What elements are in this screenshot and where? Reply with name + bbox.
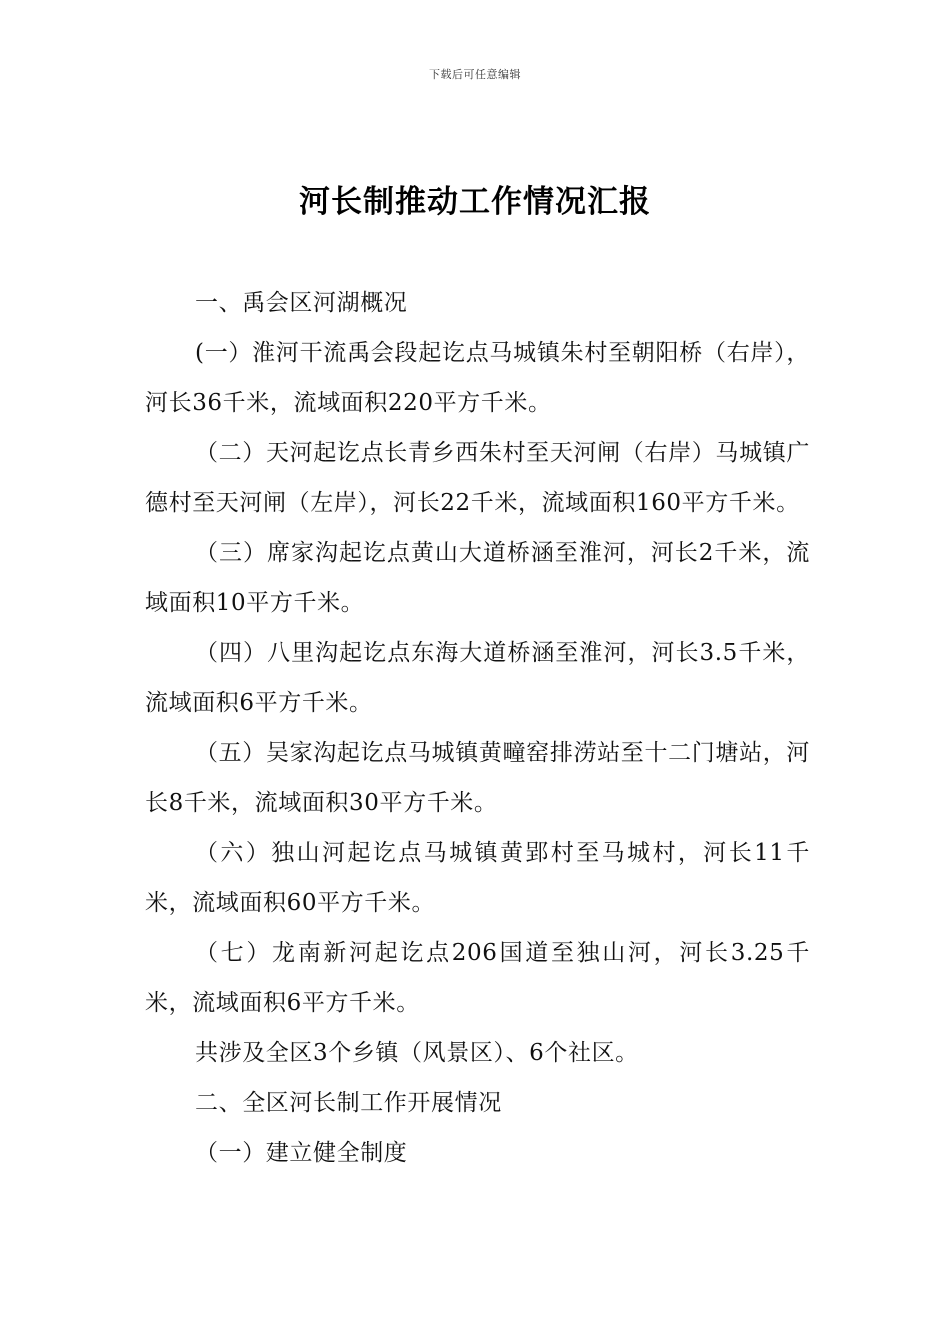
section-heading-2: 二、全区河长制工作开展情况 [195, 1090, 502, 1116]
paragraph-river-2: （二）天河起讫点长青乡西朱村至天河闸（右岸）马城镇广德村至天河闸（左岸），河长22千米，流域面积160平方千米。 [145, 440, 810, 516]
header-note: 下载后可任意编辑 [429, 68, 521, 81]
paragraph-summary: 共涉及全区3个乡镇（风景区）、6个社区。 [195, 1040, 639, 1066]
document-title: 河长制推动工作情况汇报 [299, 184, 651, 220]
subsection-heading-1: （一）建立健全制度 [195, 1140, 408, 1166]
document-body [145, 278, 810, 1178]
paragraph-river-7: （七）龙南新河起讫点206国道至独山河，河长3.25千米，流域面积6平方千米。 [145, 940, 810, 1016]
paragraph-river-3: （三）席家沟起讫点黄山大道桥涵至淮河，河长2千米，流域面积10平方千米。 [145, 540, 810, 616]
section-heading-1: 一、禹会区河湖概况 [195, 290, 408, 316]
paragraph-river-6: （六）独山河起讫点马城镇黄郢村至马城村，河长11千米，流域面积60平方千米。 [145, 840, 810, 916]
paragraph-river-5: （五）吴家沟起讫点马城镇黄疃窑排涝站至十二门塘站，河长8千米，流域面积30平方千米。 [145, 740, 810, 816]
paragraph-river-1: (一）淮河干流禹会段起讫点马城镇朱村至朝阳桥（右岸），河长36千米，流域面积220平方千米。 [145, 340, 810, 416]
paragraph-river-4: （四）八里沟起讫点东海大道桥涵至淮河，河长3.5千米，流域面积6平方千米。 [145, 640, 810, 716]
